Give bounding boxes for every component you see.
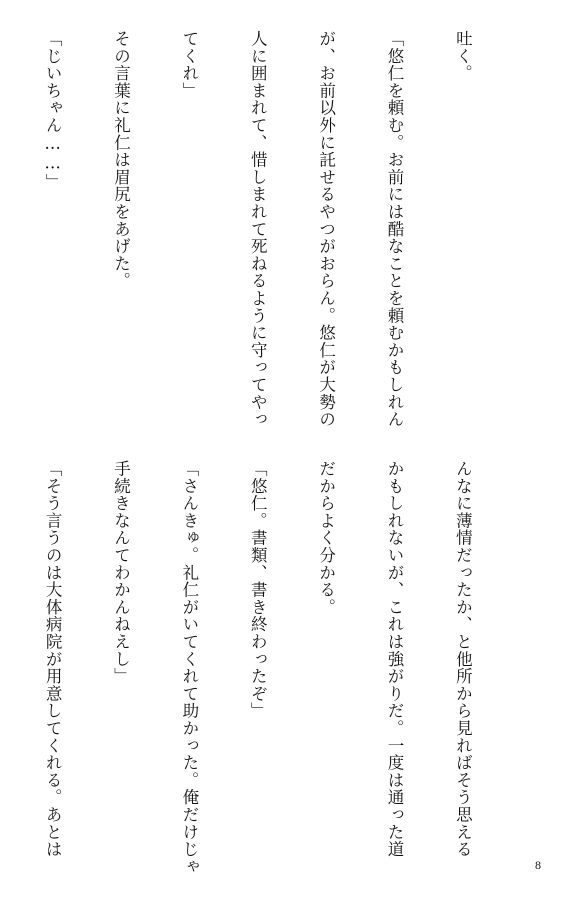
text-line: だからよく分かる。 (316, 460, 336, 616)
text-line: 「さんきゅ。礼仁がいてくれて助かった。俺だけじゃ (179, 460, 199, 876)
page-number: 8 (535, 858, 541, 872)
text-line: かもしれないが、これは強がりだ。一度は通った道 (385, 460, 405, 858)
text-line: んなに薄情だったか、と他所から見ればそう思える (453, 460, 473, 858)
text-line: 「じいちゃん……」 (43, 30, 63, 191)
text-line: 人に囲まれて、惜しまれて死ねるように守ってやっ (248, 30, 268, 428)
text-line: 「悠仁。書類、書き終わったぞ」 (248, 460, 268, 720)
text-line: 「悠仁を頼む。お前には酷なことを頼むかもしれん (385, 30, 405, 428)
text-line: が、お前以外に託せるやつがおらん。悠仁が大勢の (316, 30, 336, 428)
text-line: てくれ」 (179, 30, 199, 100)
upper-text-block (0, 30, 519, 430)
text-line: 「そう言うのは大体病院が用意してくれる。あとは (43, 460, 63, 858)
text-line: その言葉に礼仁は眉尻をあげた。 (111, 30, 131, 290)
lower-text-block (0, 460, 519, 876)
text-line: 手続きなんてわかんねえし」 (111, 460, 131, 685)
text-line: 吐く。 (453, 30, 473, 82)
